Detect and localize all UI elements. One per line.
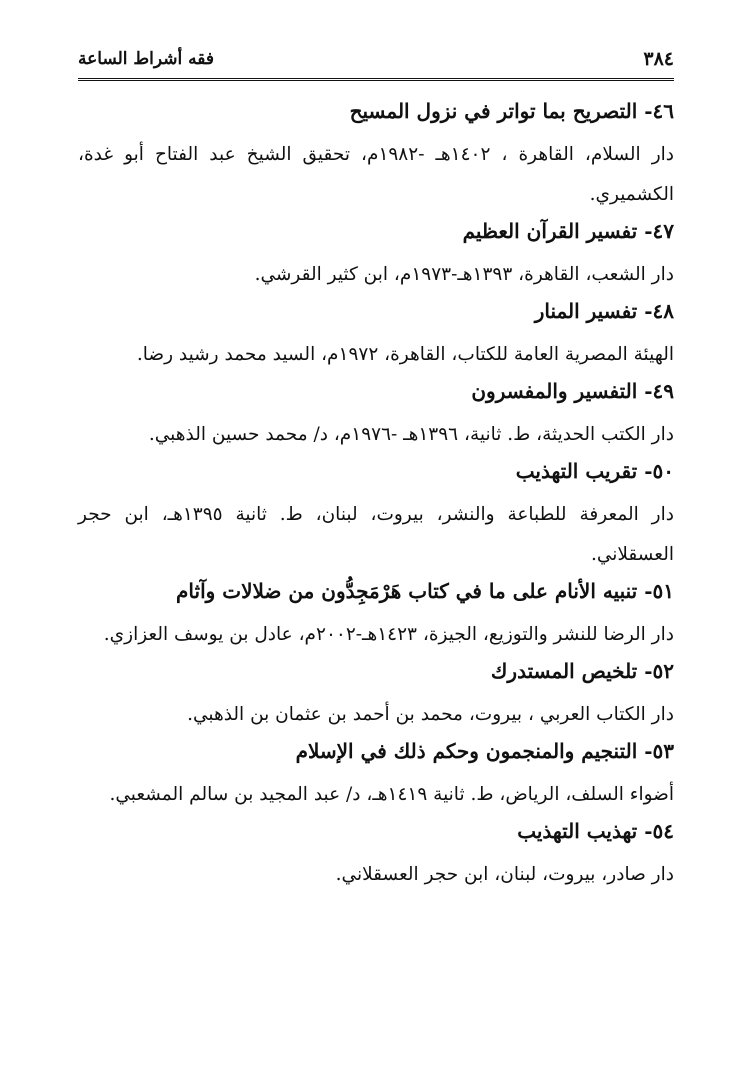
entry-title: ٤٦- التصريح بما تواتر في نزول المسيح	[349, 99, 674, 123]
entry-title: ٥٤- تهذيب التهذيب	[517, 819, 674, 843]
bibliography-entry-50	[78, 455, 674, 575]
bibliography-entry-51	[78, 575, 674, 655]
entry-title: ٤٩- التفسير والمفسرون	[471, 379, 674, 403]
entry-details: دار الكتب الحديثة، ط. ثانية، ١٣٩٦هـ -١٩٧٦م، د/ محمد حسين الذهبي.	[148, 424, 674, 445]
running-header	[78, 40, 674, 81]
entry-details: دار صادر، بيروت، لبنان، ابن حجر العسقلاني.	[335, 864, 674, 885]
entry-details: أضواء السلف، الرياض، ط. ثانية ١٤١٩هـ، د/ عبد المجيد بن سالم المشعبي.	[109, 784, 674, 805]
book-page	[78, 40, 674, 895]
entry-title: ٥١- تنبيه الأنام على ما في كتاب هَرْمَجِدُّون من ضلالات وآثام	[176, 579, 674, 603]
bibliography-entry-48	[78, 295, 674, 375]
entry-details: دار الرضا للنشر والتوزيع، الجيزة، ١٤٢٣هـ-٢٠٠٢م، عادل بن يوسف العزازي.	[103, 624, 674, 645]
entry-details: دار المعرفة للطباعة والنشر، بيروت، لبنان، ط. ثانية ١٣٩٥هـ، ابن حجر العسقلاني.	[78, 504, 674, 565]
entry-details: الهيئة المصرية العامة للكتاب، القاهرة، ١٩٧٢م، السيد محمد رشيد رضا.	[136, 344, 674, 365]
bibliography-entry-47	[78, 215, 674, 295]
bibliography-list	[78, 95, 674, 895]
entry-title: ٥٠- تقريب التهذيب	[515, 459, 674, 483]
entry-title: ٤٨- تفسير المنار	[534, 299, 674, 323]
entry-details: دار الشعب، القاهرة، ١٣٩٣هـ-١٩٧٣م، ابن كثير القرشي.	[254, 264, 674, 285]
entry-details: دار السلام، القاهرة ، ١٤٠٢هـ -١٩٨٢م، تحقيق الشيخ عبد الفتاح أبو غدة، الكشميري.	[78, 144, 675, 205]
bibliography-entry-46	[78, 95, 674, 215]
bibliography-entry-49	[78, 375, 674, 455]
entry-title: ٤٧- تفسير القرآن العظيم	[462, 219, 674, 243]
book-title: فقه أشراط الساعة	[78, 49, 214, 69]
entry-title: ٥٢- تلخيص المستدرك	[490, 659, 674, 683]
page-number: ٣٨٤	[643, 48, 674, 70]
bibliography-entry-54	[78, 815, 674, 895]
entry-details: دار الكتاب العربي ، بيروت، محمد بن أحمد بن عثمان بن الذهبي.	[187, 704, 674, 725]
bibliography-entry-52	[78, 655, 674, 735]
entry-title: ٥٣- التنجيم والمنجمون وحكم ذلك في الإسلام	[295, 739, 674, 763]
bibliography-entry-53	[78, 735, 674, 815]
